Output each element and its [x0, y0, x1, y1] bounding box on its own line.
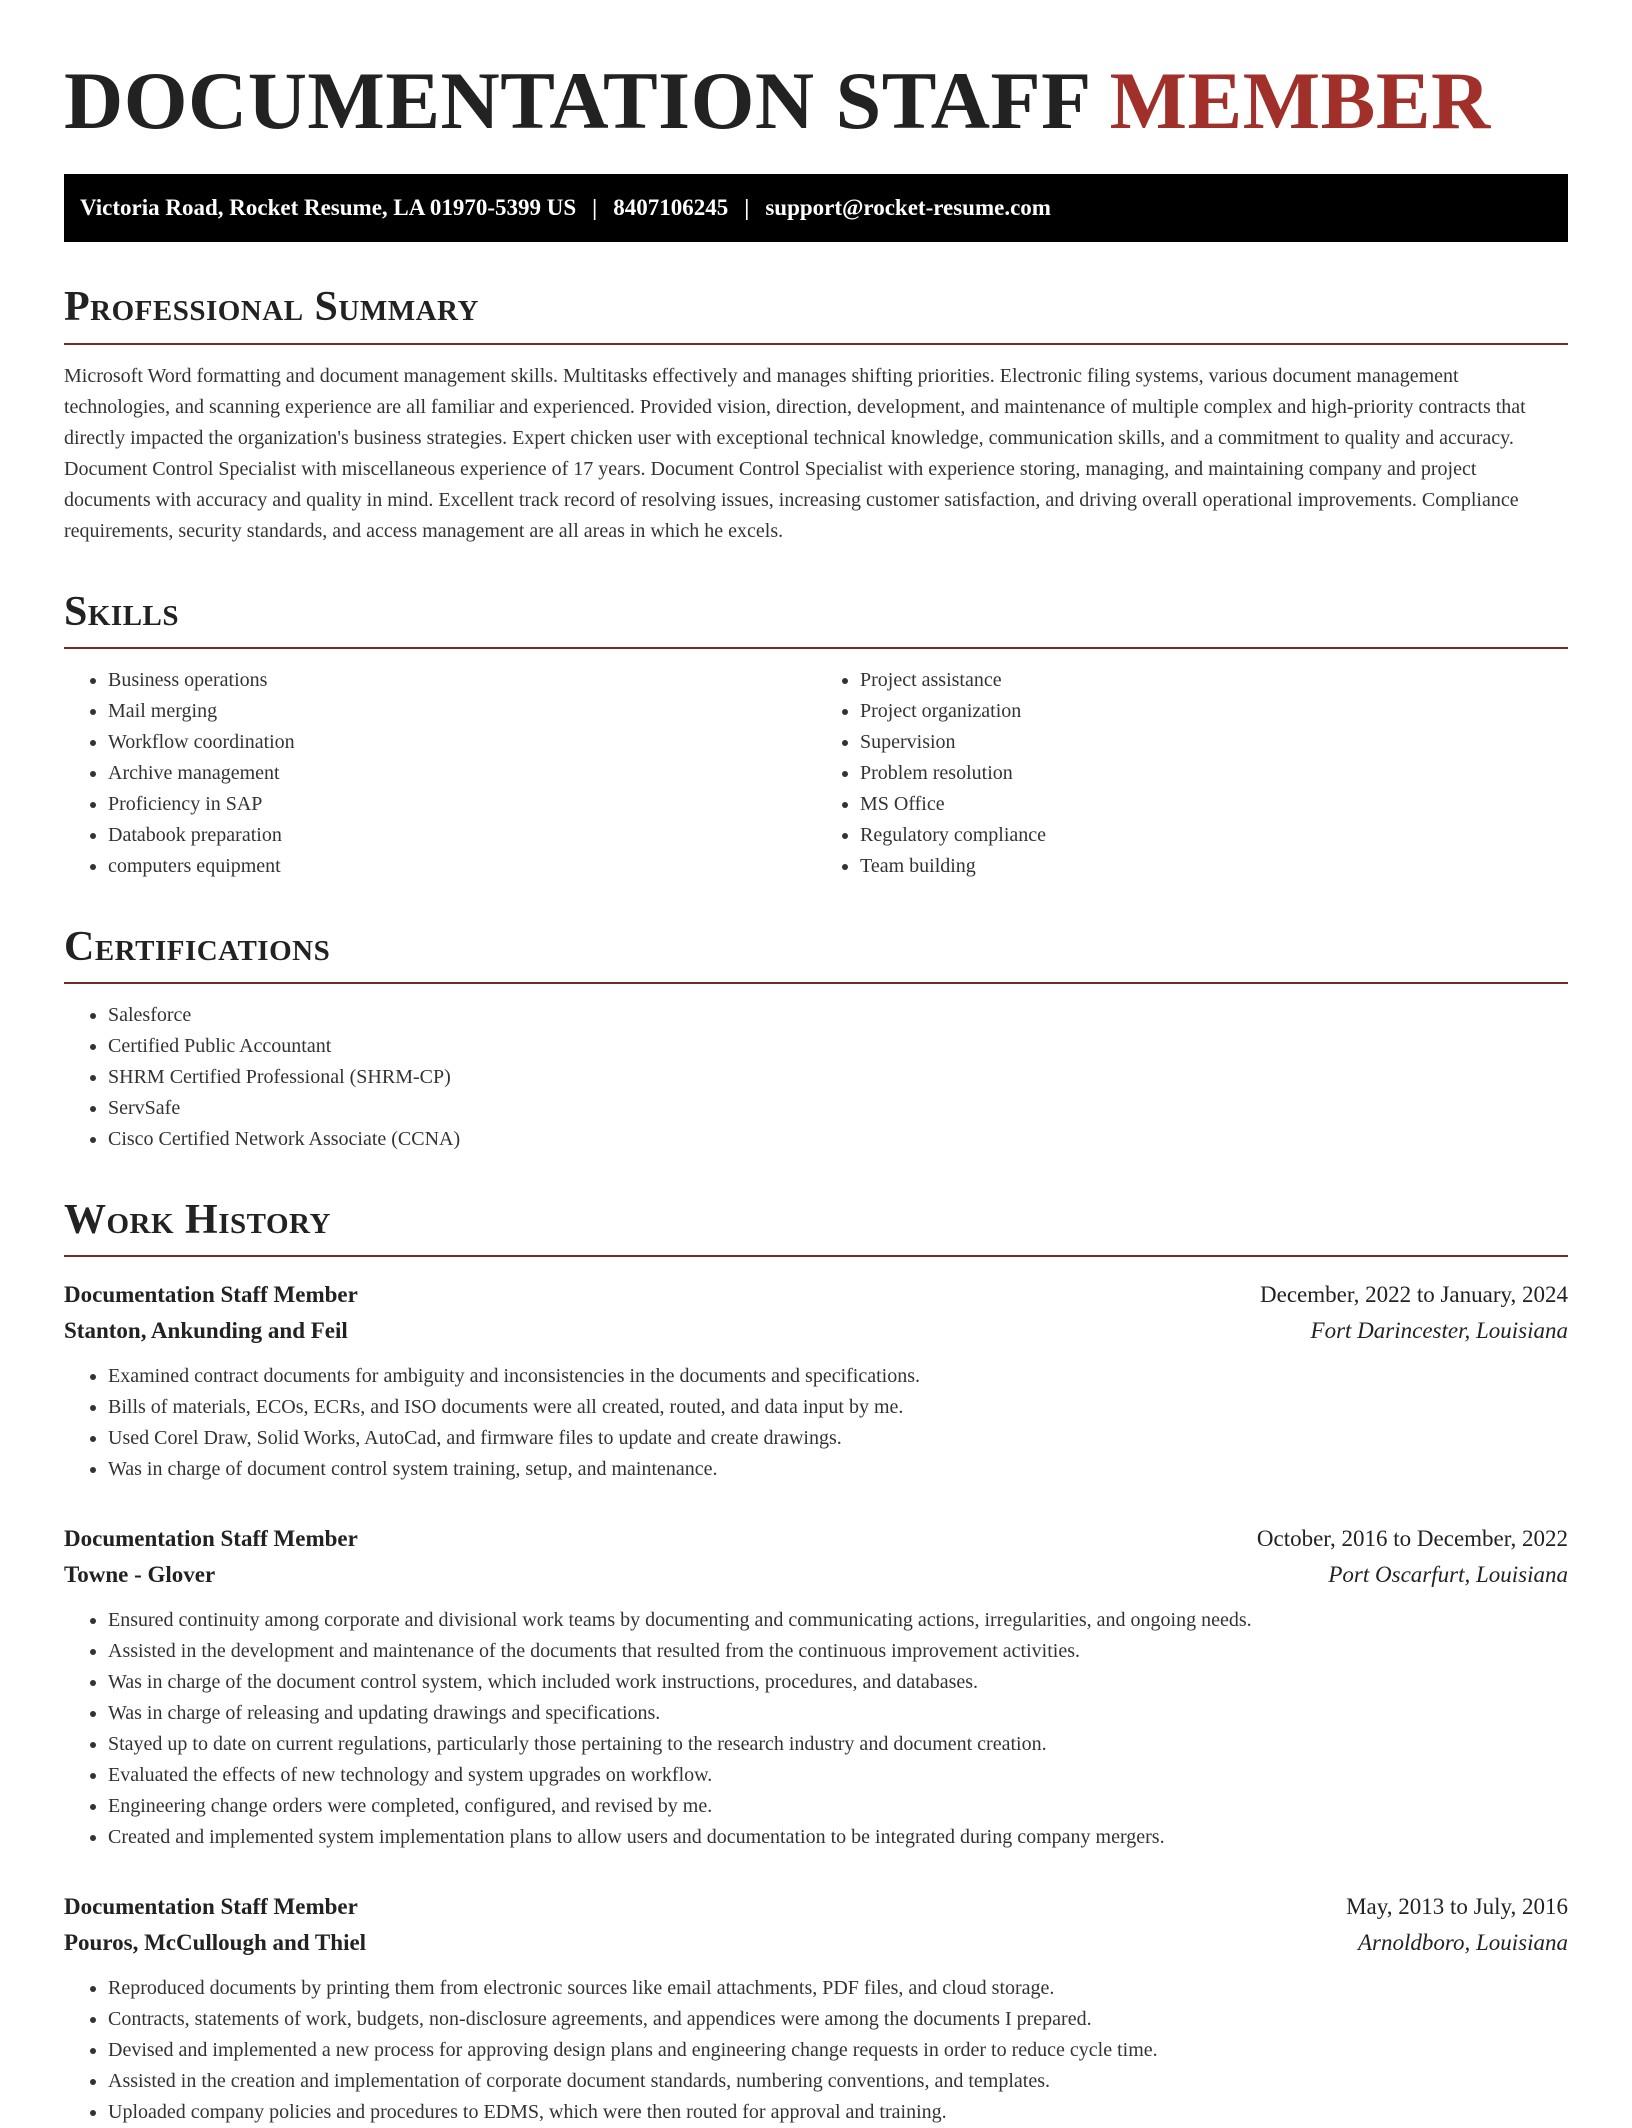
name-main: DOCUMENTATION STAFF — [64, 55, 1089, 146]
job-bullets — [64, 1973, 1568, 2128]
job-bullet: • Was in charge of releasing and updating drawings and specifications. — [108, 1698, 1568, 1729]
job-company: Stanton, Ankunding and Feil — [64, 1318, 348, 1344]
job-entry — [64, 1889, 1568, 2128]
job-company: Pouros, McCullough and Thiel — [64, 1930, 367, 1956]
job-location: Port Oscarfurt, Louisiana — [1328, 1562, 1568, 1588]
skill-item: • Mail merging — [108, 696, 816, 727]
job-title: Documentation Staff Member — [64, 1526, 358, 1552]
certification-item: • Certified Public Accountant — [108, 1031, 1568, 1062]
job-dates: May, 2013 to July, 2016 — [1346, 1894, 1568, 1920]
section-title-skills: Skills — [64, 589, 1568, 649]
job-bullet: • Stayed up to date on current regulations, particularly those pertaining to the research industry and document creation. — [108, 1729, 1568, 1760]
contact-address: Victoria Road, Rocket Resume, LA 01970-5399 US — [80, 195, 577, 221]
resume-name — [64, 52, 1568, 150]
job-bullet: • Ensured continuity among corporate and divisional work teams by documenting and communicating actions, irregularities, and ongoing needs. — [108, 1605, 1568, 1636]
section-title-summary: Professional Summary — [64, 284, 1568, 344]
contact-email: support@rocket-resume.com — [765, 195, 1051, 221]
skill-item: • Problem resolution — [860, 758, 1568, 789]
certifications-section — [64, 924, 1568, 1155]
job-bullet: • Assisted in the development and maintenance of the documents that resulted from the continuous improvement activities. — [108, 1636, 1568, 1667]
job-location: Arnoldboro, Louisiana — [1357, 1930, 1568, 1956]
job-bullet: • Examined contract documents for ambiguity and inconsistencies in the documents and specifications. — [108, 1361, 1568, 1392]
section-title-work-history: Work History — [64, 1197, 1568, 1257]
skill-item: • Workflow coordination — [108, 727, 816, 758]
job-bullet: • Engineering change orders were completed, configured, and revised by me. — [108, 1791, 1568, 1822]
contact-bar — [64, 174, 1568, 242]
job-bullet: • Evaluated the effects of new technology and system upgrades on workflow. — [108, 1760, 1568, 1791]
job-bullet: • Was in charge of document control system training, setup, and maintenance. — [108, 1454, 1568, 1485]
job-bullets — [64, 1605, 1568, 1853]
job-title: Documentation Staff Member — [64, 1894, 358, 1920]
job-subheader-row — [64, 1557, 1568, 1593]
skill-item: • Supervision — [860, 727, 1568, 758]
job-bullet: • Bills of materials, ECOs, ECRs, and ISO documents were all created, routed, and data input by me. — [108, 1392, 1568, 1423]
work-history-section — [64, 1197, 1568, 2128]
summary-section — [64, 284, 1568, 546]
skill-item: • Archive management — [108, 758, 816, 789]
skill-item: • computers equipment — [108, 851, 816, 882]
job-bullet: • Assisted in the creation and implementation of corporate document standards, numbering conventions, and templates. — [108, 2066, 1568, 2097]
skills-list-right — [816, 665, 1568, 882]
skill-item: • Regulatory compliance — [860, 820, 1568, 851]
skill-item: • Project assistance — [860, 665, 1568, 696]
section-title-certifications: Certifications — [64, 924, 1568, 984]
certification-item: • Cisco Certified Network Associate (CCNA) — [108, 1124, 1568, 1155]
certification-item: • ServSafe — [108, 1093, 1568, 1124]
summary-text: Microsoft Word formatting and document management skills. Multitasks effectively and manages shifting priorities. Electronic filing systems, various document management technologies, and scanning experience are all familiar and experienced. Provided vision, direction, development, and maintenance of multiple complex and high-priority contracts that directly impacted the organization's business strategies. Expert chicken user with exceptional technical knowledge, communication skills, and a commitment to quality and accuracy. Document Control Specialist with miscellaneous experience of 17 years. Document Control Specialist with experience storing, managing, and maintaining company and project documents with accuracy and quality in mind. Excellent track record of resolving issues, increasing customer satisfaction, and driving overall operational improvements. Compliance requirements, security standards, and access management are all areas in which he excels. — [64, 364, 1526, 542]
contact-separator: | — [592, 195, 598, 221]
certification-item: • SHRM Certified Professional (SHRM-CP) — [108, 1062, 1568, 1093]
skill-item: • Proficiency in SAP — [108, 789, 816, 820]
job-title: Documentation Staff Member — [64, 1282, 358, 1308]
job-header-row — [64, 1277, 1568, 1313]
contact-separator: | — [744, 195, 750, 221]
skill-item: • Team building — [860, 851, 1568, 882]
job-bullets — [64, 1361, 1568, 1485]
job-bullet: • Devised and implemented a new process for approving design plans and engineering change requests in order to reduce cycle time. — [108, 2035, 1568, 2066]
certifications-list — [64, 1000, 1568, 1155]
job-subheader-row — [64, 1925, 1568, 1961]
job-dates: October, 2016 to December, 2022 — [1256, 1526, 1568, 1552]
skill-item: • Project organization — [860, 696, 1568, 727]
contact-phone: 8407106245 — [613, 195, 729, 221]
job-bullet: • Uploaded company policies and procedures to EDMS, which were then routed for approval and training. — [108, 2097, 1568, 2128]
job-bullet: • Reproduced documents by printing them from electronic sources like email attachments, PDF files, and cloud storage. — [108, 1973, 1568, 2004]
skill-item: • MS Office — [860, 789, 1568, 820]
job-bullet: • Contracts, statements of work, budgets, non-disclosure agreements, and appendices were among the documents I prepared. — [108, 2004, 1568, 2035]
skills-list-left — [64, 665, 816, 882]
job-location: Fort Darincester, Louisiana — [1310, 1318, 1568, 1344]
job-subheader-row — [64, 1313, 1568, 1349]
job-header-row — [64, 1889, 1568, 1925]
job-bullet: • Used Corel Draw, Solid Works, AutoCad, and firmware files to update and create drawings. — [108, 1423, 1568, 1454]
job-entry — [64, 1521, 1568, 1853]
skill-item: • Business operations — [108, 665, 816, 696]
name-accent: MEMBER — [1109, 55, 1491, 146]
job-bullet: • Created and implemented system implementation plans to allow users and documentation to be integrated during company mergers. — [108, 1822, 1568, 1853]
skills-section — [64, 589, 1568, 882]
skills-grid — [64, 649, 1568, 882]
skill-item: • Databook preparation — [108, 820, 816, 851]
job-dates: December, 2022 to January, 2024 — [1260, 1282, 1568, 1308]
job-bullet: • Was in charge of the document control system, which included work instructions, procedures, and databases. — [108, 1667, 1568, 1698]
job-company: Towne - Glover — [64, 1562, 216, 1588]
job-header-row — [64, 1521, 1568, 1557]
job-entry — [64, 1277, 1568, 1485]
certification-item: • Salesforce — [108, 1000, 1568, 1031]
